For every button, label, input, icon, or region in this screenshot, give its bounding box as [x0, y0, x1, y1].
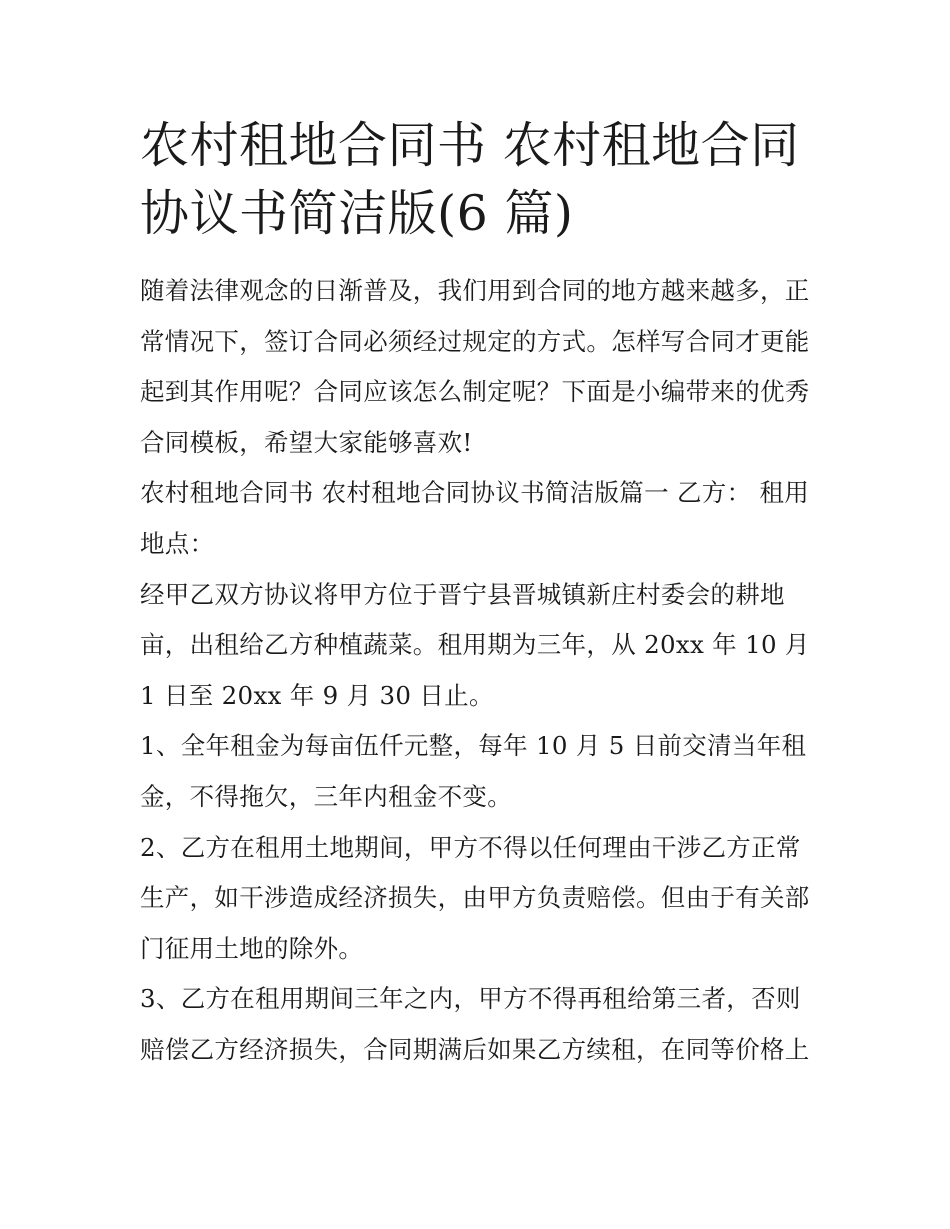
paragraph-clause-3: 3、乙方在租用期间三年之内，甲方不得再租给第三者，否则赔偿乙方经济损失，合同期满后如果乙方续租，在同等价格上 [140, 984, 810, 1064]
document-page [140, 112, 812, 1076]
paragraph-clause-2: 2、乙方在租用土地期间，甲方不得以任何理由干涉乙方正常生产，如干涉造成经济损失，由甲方负责赔偿。但由于有关部门征用土地的除外。 [140, 832, 810, 963]
document-body [140, 266, 812, 1076]
document-title: 农村租地合同书 农村租地合同协议书简洁版(6 篇) [140, 117, 800, 242]
paragraph-clause-1: 1、全年租金为每亩伍仟元整，每年 10 月 5 日前交清当年租金，不得拖欠，三年内租金不变。 [140, 731, 807, 811]
paragraph-intro: 随着法律观念的日渐普及，我们用到合同的地方越来越多，正常情况下，签订合同必须经过规定的方式。怎样写合同才更能起到其作用呢？合同应该怎么制定呢？下面是小编带来的优秀合同模板，希望大家能够喜欢! [140, 276, 810, 457]
paragraph-lease-terms: 经甲乙双方协议将甲方位于晋宁县晋城镇新庄村委会的耕地亩，出租给乙方种植蔬菜。租用期为三年，从 20xx 年 10 月 1 日至 20xx 年 9 月 30 日止。 [140, 579, 810, 710]
paragraph-contract-header: 农村租地合同书 农村租地合同协议书简洁版篇一 乙方： 租用地点： [140, 478, 810, 558]
